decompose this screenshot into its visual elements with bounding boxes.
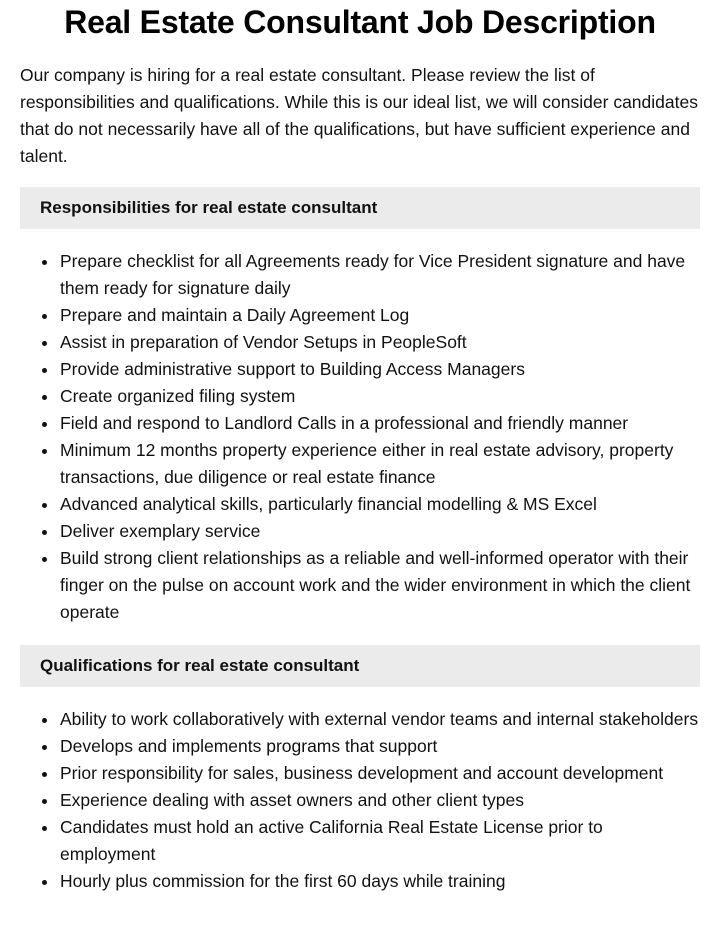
list-item: Prior responsibility for sales, business development and account development <box>60 760 700 787</box>
intro-paragraph: Our company is hiring for a real estate consultant. Please review the list of responsibilities and qualifications. While this is our ideal list, we will consider candidates that do not necessarily have all of the qualifications, but have sufficient experience and talent. <box>20 65 698 166</box>
list-item: Provide administrative support to Building Access Managers <box>60 356 700 383</box>
list-item: Candidates must hold an active California Real Estate License prior to employment <box>60 814 700 868</box>
list-item: Create organized filing system <box>60 383 700 410</box>
page-title: Real Estate Consultant Job Description <box>64 4 656 40</box>
list-item: Deliver exemplary service <box>60 518 700 545</box>
list-item: Experience dealing with asset owners and other client types <box>60 787 700 814</box>
list-item: Build strong client relationships as a reliable and well-informed operator with their finger on the pulse on account work and the wider environment in which the client operate <box>60 545 700 626</box>
list-item: Ability to work collaboratively with external vendor teams and internal stakeholders <box>60 706 700 733</box>
list-item: Develops and implements programs that support <box>60 733 700 760</box>
list-item: Minimum 12 months property experience either in real estate advisory, property transactions, due diligence or real estate finance <box>60 437 700 491</box>
list-item: Assist in preparation of Vendor Setups in PeopleSoft <box>60 329 700 356</box>
qualifications-list <box>20 706 700 895</box>
responsibilities-heading: Responsibilities for real estate consultant <box>20 187 700 229</box>
list-item: Prepare and maintain a Daily Agreement Log <box>60 302 700 329</box>
list-item: Hourly plus commission for the first 60 days while training <box>60 868 700 895</box>
list-item: Advanced analytical skills, particularly financial modelling & MS Excel <box>60 491 700 518</box>
qualifications-heading: Qualifications for real estate consultant <box>20 645 700 687</box>
responsibilities-list <box>20 248 700 626</box>
list-item: Prepare checklist for all Agreements ready for Vice President signature and have them ready for signature daily <box>60 248 700 302</box>
list-item: Field and respond to Landlord Calls in a professional and friendly manner <box>60 410 700 437</box>
